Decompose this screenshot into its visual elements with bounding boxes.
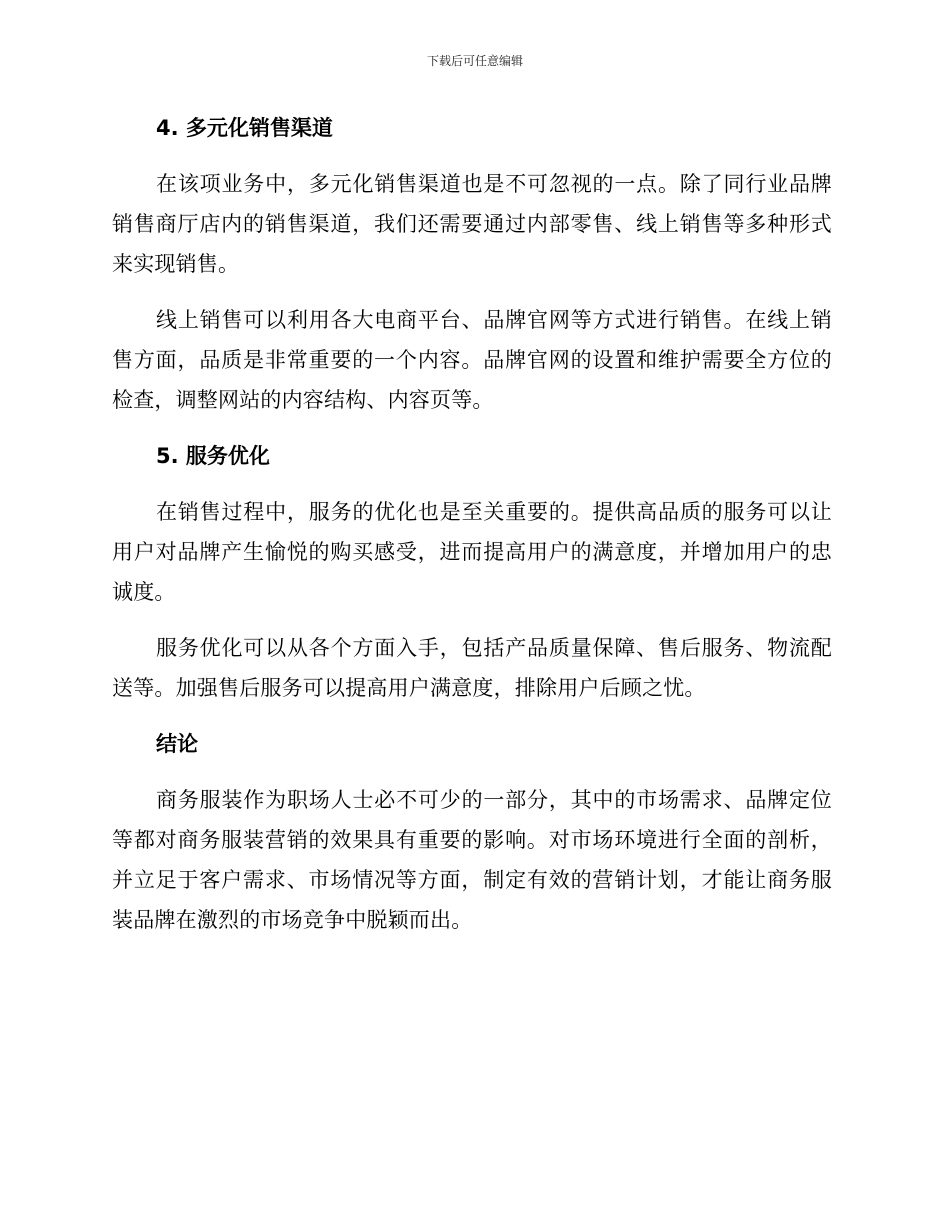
paragraph: 服务优化可以从各个方面入手，包括产品质量保障、售后服务、物流配送等。加强售后服务可以提高用户满意度，排除用户后顾之忧。: [112, 636, 832, 700]
section-heading: 5. 服务优化: [156, 444, 270, 468]
page-header: 下载后可任意编辑: [426, 54, 523, 68]
section-heading: 4. 多元化销售渠道: [156, 116, 333, 140]
paragraph: 在销售过程中，服务的优化也是至关重要的。提供高品质的服务可以让用户对品牌产生愉悦的购买感受，进而提高用户的满意度，并增加用户的忠诚度。: [112, 500, 832, 604]
section-service-optimization: [112, 436, 832, 708]
section-conclusion: [112, 724, 832, 940]
paragraph: 线上销售可以利用各大电商平台、品牌官网等方式进行销售。在线上销售方面，品质是非常重要的一个内容。品牌官网的设置和维护需要全方位的检查，调整网站的内容结构、内容页等。: [112, 308, 832, 412]
section-sales-channels: [112, 108, 832, 420]
paragraph: 商务服装作为职场人士必不可少的一部分，其中的市场需求、品牌定位等都对商务服装营销的效果具有重要的影响。对市场环境进行全面的剖析，并立足于客户需求、市场情况等方面，制定有效的营销计划，才能让商务服装品牌在激烈的市场竞争中脱颖而出。: [112, 788, 832, 932]
document-body: [112, 108, 832, 956]
paragraph: 在该项业务中，多元化销售渠道也是不可忽视的一点。除了同行业品牌销售商厅店内的销售渠道，我们还需要通过内部零售、线上销售等多种形式来实现销售。: [112, 172, 832, 276]
section-heading: 结论: [156, 732, 198, 756]
